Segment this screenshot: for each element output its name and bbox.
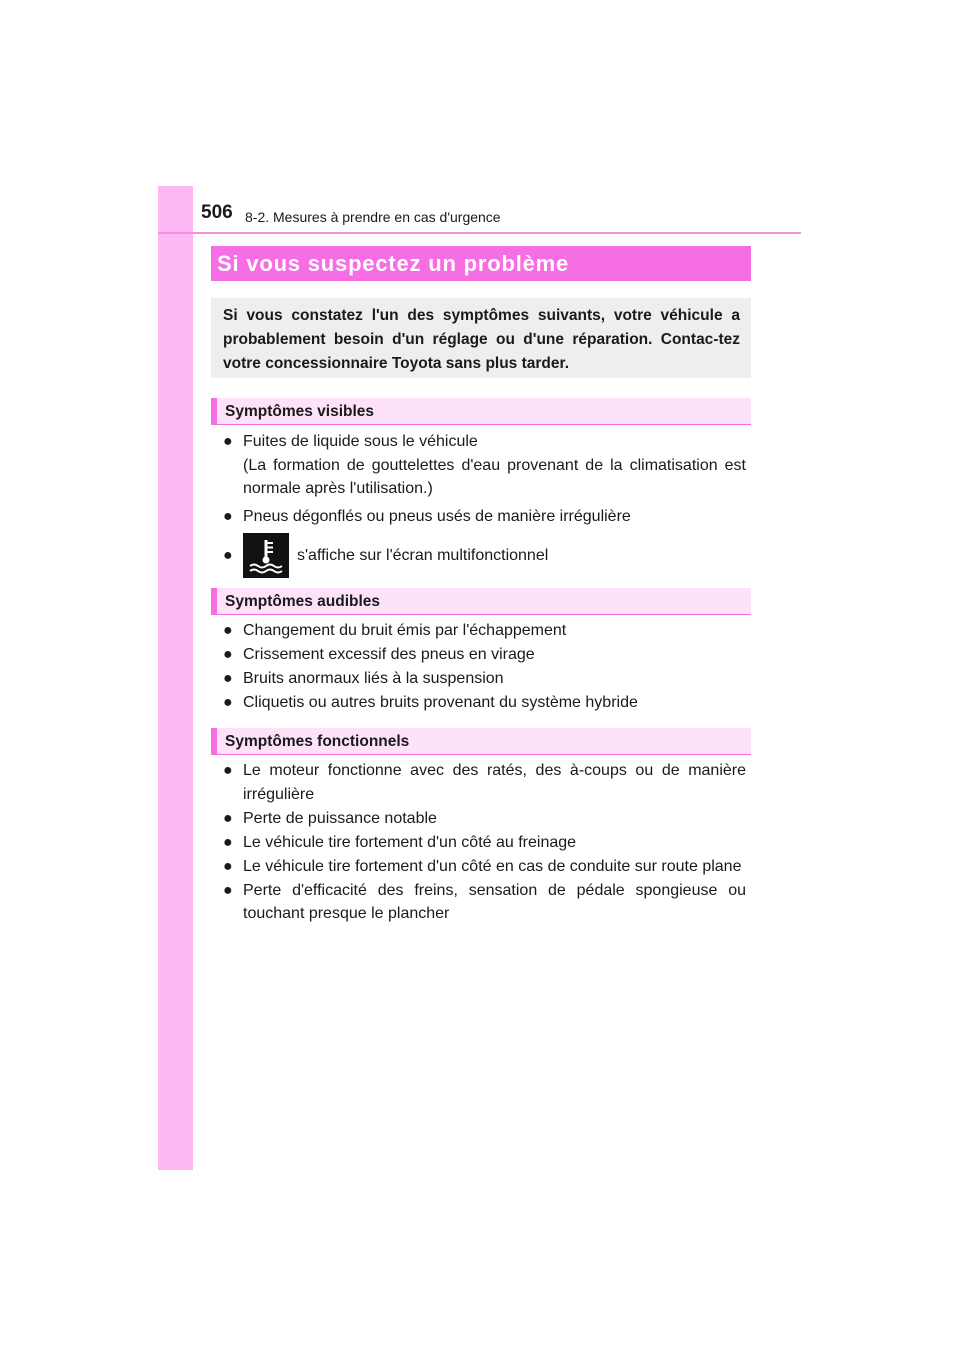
- bullet-icon: ●: [223, 809, 233, 827]
- bullet-icon: ●: [223, 694, 233, 711]
- running-header: 8-2. Mesures à prendre en cas d'urgence: [245, 209, 501, 225]
- audible-symptoms-list: [223, 619, 746, 715]
- bullet-icon: ●: [223, 833, 233, 851]
- list-item: [223, 759, 746, 806]
- list-item-text: s'affiche sur l'écran multifonctionnel: [297, 546, 549, 564]
- bullet-icon: ●: [223, 670, 233, 687]
- list-item-text: Cliquetis ou autres bruits provenant du système hybride: [243, 694, 638, 711]
- list-item: [223, 643, 746, 667]
- list-item: [223, 691, 746, 715]
- subheader-functional: Symptômes fonctionnels: [211, 728, 751, 755]
- header-rule: [158, 232, 801, 234]
- side-tab-strip: [158, 186, 193, 1170]
- list-item: [223, 505, 746, 529]
- list-item-text: Crissement excessif des pneus en virage: [243, 646, 535, 663]
- intro-box: Si vous constatez l'un des symptômes suivants, votre véhicule a probablement besoin d'un réglage ou d'une réparation. Contac-tez votre concessionnaire Toyota sans plus tarder.: [211, 298, 751, 378]
- bullet-icon: ●: [223, 646, 233, 663]
- list-item: [223, 430, 746, 501]
- list-item-text: Le véhicule tire fortement d'un côté au freinage: [243, 833, 577, 851]
- functional-symptoms-list: [223, 759, 746, 926]
- bullet-icon: ●: [223, 622, 233, 639]
- list-item: [223, 855, 746, 879]
- list-item-text: Pneus dégonflés ou pneus usés de manière irrégulière: [243, 507, 631, 525]
- subheader-audible: Symptômes audibles: [211, 588, 751, 615]
- list-item-text: Le véhicule tire fortement d'un côté en cas de conduite sur route plane: [243, 857, 742, 875]
- bullet-icon: ●: [223, 433, 233, 450]
- list-item-text: Fuites de liquide sous le véhicule: [243, 433, 478, 450]
- bullet-icon: ●: [223, 547, 233, 564]
- icon-row: [243, 533, 746, 578]
- list-item: [223, 667, 746, 691]
- bullet-icon: ●: [223, 857, 233, 875]
- list-item: [223, 807, 746, 831]
- visible-symptoms-list: [223, 430, 746, 579]
- list-item-text: Perte d'efficacité des freins, sensation de pédale spongieuse ou touchant presque le plancher: [243, 881, 746, 922]
- list-item-note: (La formation de gouttelettes d'eau provenant de la climatisation est normale après l'utilisation.): [243, 456, 746, 497]
- list-item-text: Changement du bruit émis par l'échappement: [243, 622, 567, 639]
- list-item: [223, 879, 746, 926]
- section-title: Si vous suspectez un problème: [211, 246, 751, 281]
- list-item: [223, 533, 746, 578]
- bullet-icon: ●: [223, 507, 233, 525]
- bullet-icon: ●: [223, 881, 233, 899]
- bullet-icon: ●: [223, 762, 233, 779]
- list-item-text: Le moteur fonctionne avec des ratés, des à-coups ou de manière irrégulière: [243, 762, 746, 803]
- list-item: [223, 831, 746, 855]
- list-item-text: Bruits anormaux liés à la suspension: [243, 670, 504, 687]
- list-item: [223, 619, 746, 643]
- coolant-temperature-warning-icon: [243, 533, 289, 578]
- list-item-text: Perte de puissance notable: [243, 809, 437, 827]
- page-number: 506: [201, 202, 233, 223]
- subheader-visible: Symptômes visibles: [211, 398, 751, 425]
